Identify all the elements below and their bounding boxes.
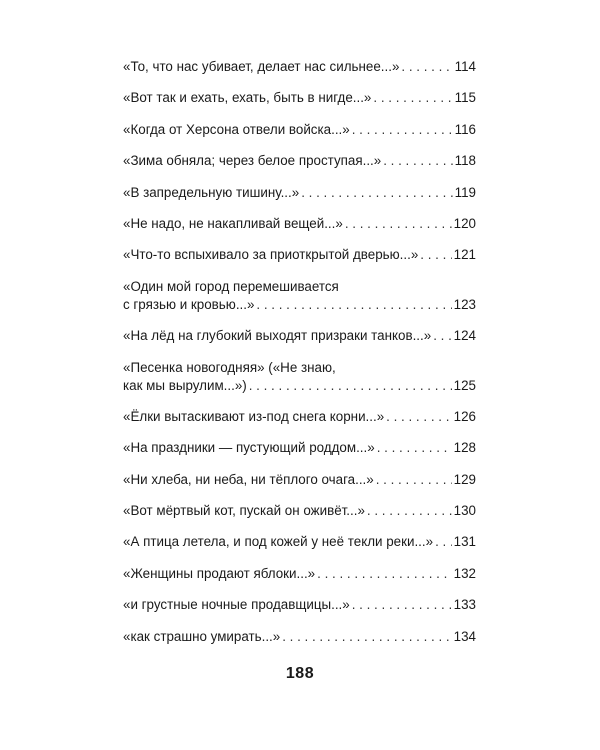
- dot-leader: [282, 629, 451, 645]
- toc-entry-line: [123, 297, 476, 313]
- dot-leader: [420, 247, 451, 263]
- toc-entry-title: «Ни хлеба, ни неба, ни тёплого очага...»: [123, 471, 374, 487]
- toc-entry-line: [123, 472, 476, 488]
- toc-entry-page: 128: [453, 440, 476, 456]
- toc-entry-page: 131: [453, 534, 476, 550]
- toc-entry-title: «Женщины продают яблоки...»: [123, 565, 316, 581]
- toc-entry-line: [123, 503, 476, 519]
- toc-entry-page: 124: [453, 328, 476, 344]
- toc-entry-title: «и грустные ночные продавщицы...»: [123, 597, 350, 613]
- dot-leader: [256, 297, 451, 313]
- toc-entry-line: [123, 440, 476, 456]
- toc-entry-page: 118: [454, 153, 476, 169]
- toc-entry: [123, 216, 476, 232]
- toc-entry-page: 130: [453, 503, 476, 519]
- toc-entry-page: 119: [454, 184, 476, 200]
- toc-entry: [123, 90, 476, 106]
- toc-entry-page: 115: [454, 90, 476, 106]
- toc-entry-title: «То, что нас убивает, делает нас сильнее...»: [123, 59, 400, 74]
- toc-entry-title: «Что-то вспыхивало за приоткрытой дверью...»: [123, 247, 419, 263]
- toc-entry: [123, 360, 476, 394]
- toc-entry-title-line1: «Песенка новогодняя» («Не знаю,: [123, 359, 336, 375]
- toc-entry: [123, 59, 476, 75]
- dot-leader: [386, 409, 451, 425]
- toc-entry: [123, 503, 476, 519]
- toc-entry-page: 134: [453, 628, 476, 644]
- toc-entry-line: [123, 409, 476, 425]
- dot-leader: [367, 503, 452, 519]
- toc-entry-page: 129: [453, 471, 476, 487]
- toc-entry-page: 132: [453, 565, 476, 581]
- toc-entry-page: 120: [453, 215, 476, 231]
- toc-entry-title: «Ёлки вытаскивают из-под снега корни...»: [123, 408, 385, 424]
- dot-leader: [352, 597, 452, 613]
- dot-leader: [345, 216, 452, 232]
- toc-entry-line: [123, 90, 476, 106]
- toc-entry-title: «В запредельную тишину...»: [123, 184, 300, 200]
- toc-entry-line: [123, 378, 476, 394]
- toc-entry-page: 133: [453, 597, 476, 613]
- toc-entry-title: «Вот так и ехать, ехать, быть в нигде...»: [123, 90, 372, 106]
- toc-entry-line: [123, 566, 476, 582]
- toc-entry-page: 114: [454, 59, 476, 74]
- toc-entry-line: [123, 247, 476, 263]
- toc-entry-line: [123, 597, 476, 613]
- page-number: 188: [285, 665, 315, 682]
- toc-entry-line: [123, 216, 476, 232]
- toc-entry-line: [123, 185, 476, 201]
- toc-entry: [123, 472, 476, 488]
- toc-entry-line: [123, 153, 476, 169]
- table-of-contents: [123, 59, 476, 660]
- toc-entry: [123, 185, 476, 201]
- toc-entry: [123, 409, 476, 425]
- dot-leader: [433, 328, 451, 344]
- toc-entry: [123, 566, 476, 582]
- dot-leader: [376, 472, 452, 488]
- toc-entry: [123, 440, 476, 456]
- toc-entry-page: 121: [453, 247, 476, 263]
- dot-leader: [435, 534, 452, 550]
- toc-entry-line: [123, 534, 476, 550]
- toc-entry-line: [123, 122, 476, 138]
- toc-entry-title: «На лёд на глубокий выходят призраки танков...»: [123, 328, 432, 344]
- toc-entry: [123, 279, 476, 313]
- toc-entry: [123, 534, 476, 550]
- toc-entry-line: [123, 629, 476, 645]
- dot-leader: [377, 440, 452, 456]
- dot-leader: [383, 153, 452, 169]
- toc-entry-line: [123, 59, 476, 75]
- toc-entry: [123, 328, 476, 344]
- toc-entry-title: «Когда от Херсона отвели войска...»: [123, 121, 350, 137]
- toc-entry: [123, 629, 476, 645]
- dot-leader: [317, 566, 452, 582]
- toc-entry-title-line1: «Один мой город перемешивается: [123, 278, 339, 294]
- toc-entry-title: «как страшно умирать...»: [123, 628, 281, 644]
- toc-entry-page: 126: [453, 408, 476, 424]
- dot-leader: [249, 378, 452, 394]
- toc-entry-title: «Вот мёртвый кот, пускай он оживёт...»: [123, 503, 365, 519]
- dot-leader: [352, 122, 453, 138]
- toc-entry-title: «На праздники — пустующий роддом...»: [123, 440, 375, 456]
- toc-entry-line: [123, 328, 476, 344]
- dot-leader: [401, 59, 452, 75]
- toc-entry-title-line2: как мы вырулим...»): [123, 377, 247, 393]
- dot-leader: [373, 90, 452, 106]
- toc-entry: [123, 247, 476, 263]
- toc-entry-title: «Не надо, не накапливай вещей...»: [123, 215, 343, 231]
- toc-entry-title: «А птица летела, и под кожей у неё текли реки...»: [123, 534, 434, 550]
- dot-leader: [301, 185, 452, 201]
- toc-entry: [123, 122, 476, 138]
- toc-entry-page: 116: [454, 121, 476, 137]
- toc-entry: [123, 597, 476, 613]
- toc-entry: [123, 153, 476, 169]
- toc-entry-page: 123: [453, 296, 476, 312]
- toc-entry-title: «Зима обняла; через белое проступая...»: [123, 153, 382, 169]
- toc-entry-page: 125: [453, 377, 476, 393]
- toc-entry-title-line2: с грязью и кровью...»: [123, 296, 255, 312]
